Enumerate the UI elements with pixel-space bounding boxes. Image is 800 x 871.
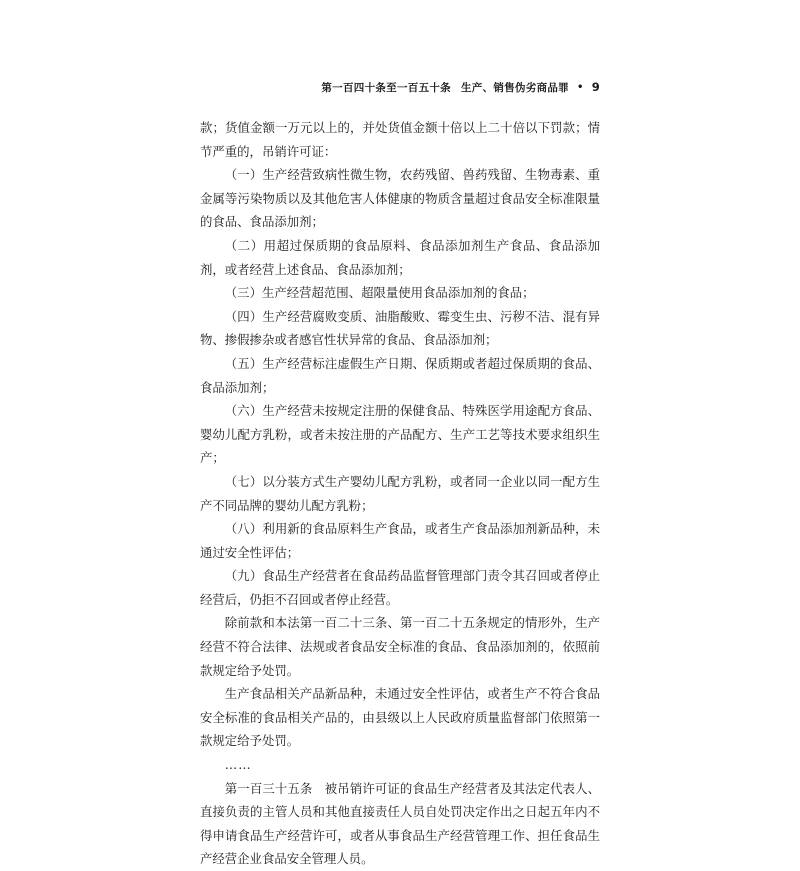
article-number: 第一百三十五条 [224, 780, 313, 796]
header-section-range: 第一百四十条至一百五十条 [321, 81, 451, 94]
list-item-7: （七）以分装方式生产婴幼儿配方乳粉，或者同一企业以同一配方生产不同品牌的婴幼儿配方乳粉； [200, 473, 600, 513]
paragraph-related-products: 生产食品相关产品新品种，未通过安全性评估，或者生产不符合食品安全标准的食品相关产品的，由县级以上人民政府质量监督部门依照第一款规定给予处罚。 [200, 686, 600, 749]
article-135 [200, 777, 600, 871]
page-number: 9 [591, 80, 600, 94]
list-item-8: （八）利用新的食品原料生产食品，或者生产食品添加剂新品种，未通过安全性评估； [200, 521, 600, 560]
list-item-1: （一）生产经营致病性微生物，农药残留、兽药残留、生物毒素、重金属等污染物质以及其他危害人体健康的物质含量超过食品安全标准限量的食品、食品添加剂； [200, 167, 600, 230]
paragraph-continuation: 款；货值金额一万元以上的，并处货值金额十倍以上二十倍以下罚款；情节严重的，吊销许可证： [200, 120, 600, 159]
list-item-4: （四）生产经营腐败变质、油脂酸败、霉变生虫、污秽不洁、混有异物、掺假掺杂或者感官性状异常的食品、食品添加剂； [200, 308, 600, 348]
header-topic: 生产、销售伪劣商品罪 [460, 81, 569, 94]
list-item-3: （三）生产经营超范围、超限量使用食品添加剂的食品； [224, 285, 535, 301]
omission-ellipsis: …… [224, 757, 252, 773]
list-item-9: （九）食品生产经营者在食品药品监督管理部门责令其召回或者停止经营后，仍拒不召回或者停止经营。 [200, 568, 600, 607]
body-text [200, 116, 600, 871]
article-text: 被吊销许可证的食品生产经营者及其法定代表人、直接负责的主管人员和其他直接责任人员自处罚决定作出之日起五年内不得申请食品生产经营许可，或者从事食品生产经营管理工作、担任食品生产经营企业食品安全管理人员。 [200, 780, 601, 867]
list-item-5: （五）生产经营标注虚假生产日期、保质期或者超过保质期的食品、食品添加剂； [200, 355, 600, 395]
list-item-2: （二）用超过保质期的食品原料、食品添加剂生产食品、食品添加剂，或者经营上述食品、食品添加剂； [200, 237, 600, 277]
header-bullet: • [576, 81, 584, 93]
paragraph-exception: 除前款和本法第一百二十三条、第一百二十五条规定的情形外，生产经营不符合法律、法规或者食品安全标准的食品、食品添加剂的，依照前款规定给予处罚。 [200, 615, 600, 678]
running-header [200, 77, 600, 97]
list-item-6: （六）生产经营未按规定注册的保健食品、特殊医学用途配方食品、婴幼儿配方乳粉，或者未按注册的产品配方、生产工艺等技术要求组织生产； [200, 403, 600, 466]
